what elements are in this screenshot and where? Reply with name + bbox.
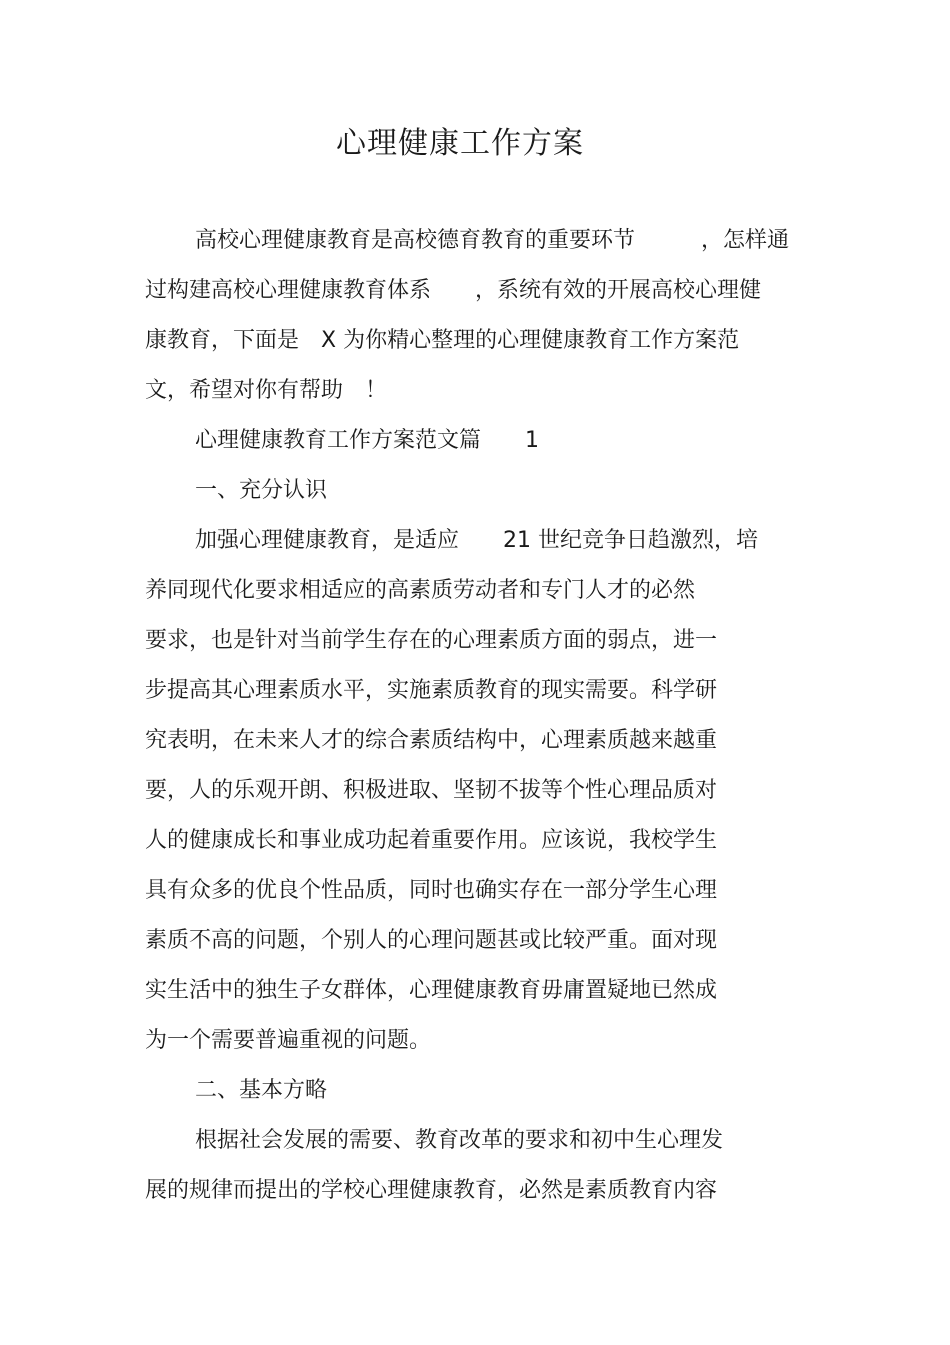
paragraph-line: 文，希望对你有帮助 ！ [145,378,388,403]
paragraph-line: 根据社会发展的需要、教育改革的要求和初中生心理发 [195,1128,724,1153]
paragraph-line: 具有众多的优良个性品质，同时也确实存在一部分学生心理 [145,878,718,903]
paragraph-line: 加强心理健康教育，是适应 21 世纪竞争日趋激烈，培 [195,528,758,553]
paragraph-line: 为一个需要普遍重视的问题。 [145,1028,432,1053]
paragraph-line: 过构建高校心理健康教育体系 ，系统有效的开展高校心理健 [145,278,762,303]
paragraph-line: 究表明，在未来人才的综合素质结构中，心理素质越来越重 [145,728,718,753]
paragraph-line: 实生活中的独生子女群体，心理健康教育毋庸置疑地已然成 [145,978,718,1003]
paragraph-line: 高校心理健康教育是高校德育教育的重要环节 ，怎样通 [195,228,790,253]
document-title: 心理健康工作方案 [336,126,584,161]
paragraph-line: 素质不高的问题，个别人的心理问题甚或比较严重。面对现 [145,928,718,953]
paragraph-line: 康教育，下面是 X 为你精心整理的心理健康教育工作方案范 [145,328,740,353]
paragraph-line: 人的健康成长和事业成功起着重要作用。应该说，我校学生 [145,828,718,853]
section-heading: 心理健康教育工作方案范文篇 1 [195,428,539,453]
paragraph-line: 步提高其心理素质水平，实施素质教育的现实需要。科学研 [145,678,718,703]
section-heading: 一、充分认识 [195,478,328,503]
paragraph-line: 要求，也是针对当前学生存在的心理素质方面的弱点，进一 [145,628,718,653]
paragraph-line: 养同现代化要求相适应的高素质劳动者和专门人才的必然 [145,578,696,603]
paragraph-line: 要，人的乐观开朗、积极进取、坚韧不拔等个性心理品质对 [145,778,718,803]
section-heading: 二、基本方略 [195,1078,328,1103]
paragraph-line: 展的规律而提出的学校心理健康教育，必然是素质教育内容 [145,1178,718,1203]
